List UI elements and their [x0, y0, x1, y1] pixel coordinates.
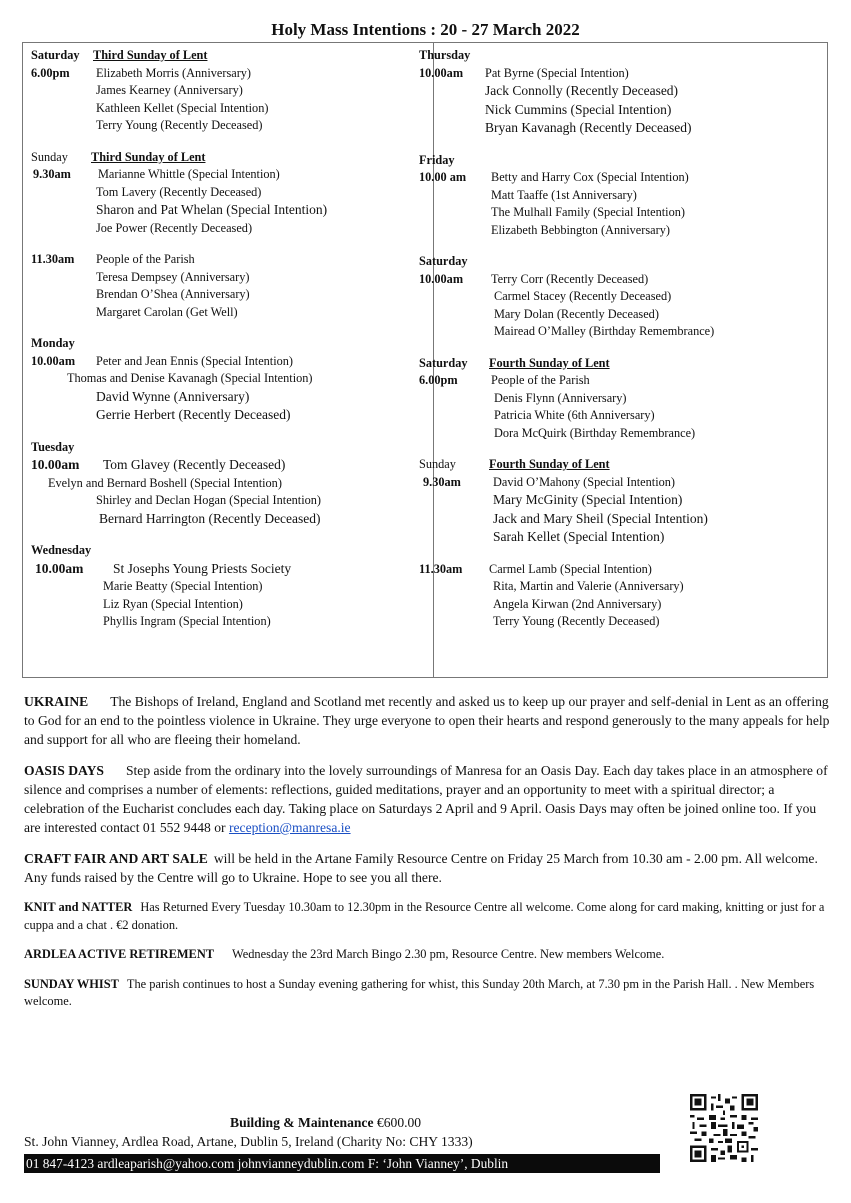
feast-label: Fourth Sunday of Lent [489, 457, 610, 471]
intention: Elizabeth Morris (Anniversary) [96, 65, 252, 80]
notice-text: Has Returned Every Tuesday 10.30am to 12.30pm in the Resource Centre all welcome. Come along for card making, knitting or just for a cuppa and a chat . €2 donation. [24, 900, 825, 932]
intention: Jack and Mary Sheil (Special Intention) [493, 510, 708, 526]
intention: Denis Flynn (Anniversary) [494, 390, 627, 405]
intention: Kathleen Kellet (Special Intention) [96, 100, 269, 115]
right-column [419, 47, 824, 645]
intention: Nick Cummins (Special Intention) [485, 101, 672, 117]
notice-text: The parish continues to host a Sunday evening gathering for whist, this Sunday 20th March, at 7.30 pm in the Parish Hall. . New Members welcome. [24, 976, 815, 1008]
notice-craft [24, 849, 830, 887]
mass-time: 6.00pm [31, 65, 70, 80]
day-label: Saturday [31, 48, 80, 62]
intention: Gerrie Herbert (Recently Deceased) [96, 407, 291, 422]
feast-label: Third Sunday of Lent [93, 48, 208, 62]
mass-time: 9.30am [33, 167, 71, 181]
notice-heading: CRAFT FAIR AND ART SALE [24, 851, 208, 866]
intention: Bryan Kavanagh (Recently Deceased) [485, 120, 692, 135]
intention: Margaret Carolan (Get Well) [96, 304, 238, 319]
group-saturday-vigil [419, 355, 824, 443]
day-label: Wednesday [31, 543, 92, 557]
mass-time: 6.00pm [419, 373, 458, 387]
building-maintenance [230, 1115, 421, 1131]
intention: People of the Parish [96, 252, 195, 266]
intention: Angela Kirwan (2nd Anniversary) [493, 596, 662, 611]
group-wednesday [31, 542, 426, 631]
intention: Jack Connolly (Recently Deceased) [485, 83, 679, 98]
intention: Terry Corr (Recently Deceased) [491, 271, 649, 286]
intention: Terry Young (Recently Deceased) [96, 118, 263, 132]
mass-time: 10.00am [419, 271, 464, 286]
left-column [31, 47, 426, 645]
notice-ukraine [24, 692, 830, 749]
group-sunday-fourth-1130 [419, 561, 824, 631]
intention: The Mulhall Family (Special Intention) [491, 205, 685, 219]
group-saturday [31, 47, 426, 135]
mass-time: 11.30am [31, 252, 75, 266]
intention: Pat Byrne (Special Intention) [485, 65, 629, 80]
group-sunday [31, 149, 426, 238]
page-title: Holy Mass Intentions : 20 - 27 March 2022 [271, 20, 580, 39]
building-label: Building & Maintenance [230, 1115, 374, 1130]
intention: Sharon and Pat Whelan (Special Intention) [96, 202, 328, 217]
notice-whist [24, 976, 830, 1011]
intention: Mary Dolan (Recently Deceased) [494, 306, 659, 321]
mass-intentions-box [22, 42, 828, 678]
intention: James Kearney (Anniversary) [96, 83, 243, 97]
intention: Terry Young (Recently Deceased) [493, 614, 660, 628]
notice-text: will be held in the Artane Family Resource Centre on Friday 25 March from 10.30 am - 2.00 pm. All welcome. Any funds raised by the Centre will go to Ukraine. Hope to see you all there. [24, 851, 818, 885]
mass-time: 9.30am [423, 474, 461, 489]
intention: Peter and Jean Ennis (Special Intention) [96, 353, 294, 368]
intention: St Josephs Young Priests Society [113, 560, 292, 576]
intention: David Wynne (Anniversary) [96, 388, 250, 404]
intention: Dora McQuirk (Birthday Remembrance) [494, 425, 696, 440]
intention: People of the Parish [491, 373, 590, 387]
notice-ardlea [24, 946, 830, 964]
notices [24, 692, 830, 1023]
intention: Carmel Lamb (Special Intention) [489, 561, 652, 576]
notice-heading: KNIT and NATTER [24, 900, 133, 914]
contact-bar: 01 847-4123 ardleaparish@yahoo.com johnvianneydublin.com F: ‘John Vianney’, Dublin [24, 1154, 660, 1173]
email-link[interactable]: reception@manresa.ie [228, 820, 351, 835]
day-label: Sunday [31, 149, 68, 164]
mass-time: 10.00am [419, 65, 464, 80]
notice-oasis [24, 761, 830, 837]
intention: Betty and Harry Cox (Special Intention) [491, 170, 689, 184]
notice-heading: SUNDAY WHIST [24, 976, 119, 991]
intention: Carmel Stacey (Recently Deceased) [494, 289, 672, 303]
qr-code-icon[interactable] [690, 1094, 758, 1162]
intention: Thomas and Denise Kavanagh (Special Intention) [67, 371, 313, 385]
intention: Elizabeth Bebbington (Anniversary) [491, 222, 670, 237]
day-label: Friday [419, 152, 455, 167]
notice-heading: OASIS DAYS [24, 763, 104, 778]
intention: David O’Mahony (Special Intention) [493, 474, 676, 489]
intention: Phyllis Ingram (Special Intention) [103, 614, 271, 628]
day-label: Thursday [419, 48, 471, 62]
building-amount: €600.00 [376, 1115, 422, 1130]
intention: Mary McGinity (Special Intention) [493, 492, 683, 507]
day-label: Sunday [419, 457, 456, 471]
group-monday [31, 335, 426, 425]
group-saturday-morning [419, 253, 824, 341]
intention: Matt Taaffe (1st Anniversary) [491, 187, 637, 202]
mass-time: 10.00am [31, 457, 80, 472]
intention: Evelyn and Bernard Boshell (Special Intention) [48, 475, 282, 490]
notice-text: The Bishops of Ireland, England and Scotland met recently and asked us to keep up our prayer and self-denial in Lent as an offering to God for an end to the pointless violence in Ukraine. They urge everyone to open their hearts and respond generously to the many appeals for help and support for all who are fleeing their homeland. [24, 694, 830, 747]
day-label: Tuesday [31, 439, 75, 454]
mass-time: 11.30am [419, 561, 463, 576]
day-label: Saturday [419, 254, 468, 268]
feast-label: Third Sunday of Lent [91, 149, 206, 164]
intention: Brendan O’Shea (Anniversary) [96, 287, 250, 301]
notice-text: Wednesday the 23rd March Bingo 2.30 pm, Resource Centre. New members Welcome. [232, 947, 665, 961]
notice-text: Step aside from the ordinary into the lovely surroundings of Manresa for an Oasis Day. Each day takes place in an atmosphere of silence and comprises a number of elements: reflections, guided meditations, prayer and an opportunity to meet with a spiritual director; a celebration of the Eucharist concludes each day. Taking place on Saturdays 2 April and 9 April. Oasis Days may often be joined online too. If you are interested contact 01 552 9448 or [24, 763, 828, 835]
group-tuesday [31, 439, 426, 529]
mass-time: 10.00am [31, 353, 76, 368]
notice-heading: UKRAINE [24, 694, 89, 709]
group-thursday [419, 47, 824, 138]
intention: Shirley and Declan Hogan (Special Intention) [96, 493, 322, 507]
mass-time: 10.00 am [419, 170, 467, 184]
notice-heading: ARDLEA ACTIVE RETIREMENT [24, 947, 215, 961]
group-sunday-fourth [419, 456, 824, 547]
intention: Tom Lavery (Recently Deceased) [96, 184, 262, 199]
intention: Patricia White (6th Anniversary) [494, 408, 655, 422]
intention: Bernard Harrington (Recently Deceased) [99, 510, 321, 526]
day-label: Saturday [419, 355, 468, 370]
intention: Marie Beatty (Special Intention) [103, 579, 263, 593]
group-sunday-1130 [31, 251, 426, 321]
intention: Marianne Whittle (Special Intention) [98, 167, 280, 181]
day-label: Monday [31, 336, 75, 350]
intention: Liz Ryan (Special Intention) [103, 596, 243, 611]
mass-time: 10.00am [35, 560, 84, 576]
intention: Mairead O’Malley (Birthday Remembrance) [494, 324, 715, 338]
intention: Rita, Martin and Valerie (Anniversary) [493, 579, 684, 593]
notice-knit [24, 899, 830, 934]
feast-label: Fourth Sunday of Lent [489, 355, 610, 370]
parish-address: St. John Vianney, Ardlea Road, Artane, Dublin 5, Ireland (Charity No: CHY 1333) [24, 1134, 473, 1149]
intention: Joe Power (Recently Deceased) [96, 220, 253, 235]
intention: Tom Glavey (Recently Deceased) [103, 457, 286, 472]
intention: Teresa Dempsey (Anniversary) [96, 269, 250, 284]
intention: Sarah Kellet (Special Intention) [493, 529, 665, 544]
group-friday [419, 152, 824, 240]
